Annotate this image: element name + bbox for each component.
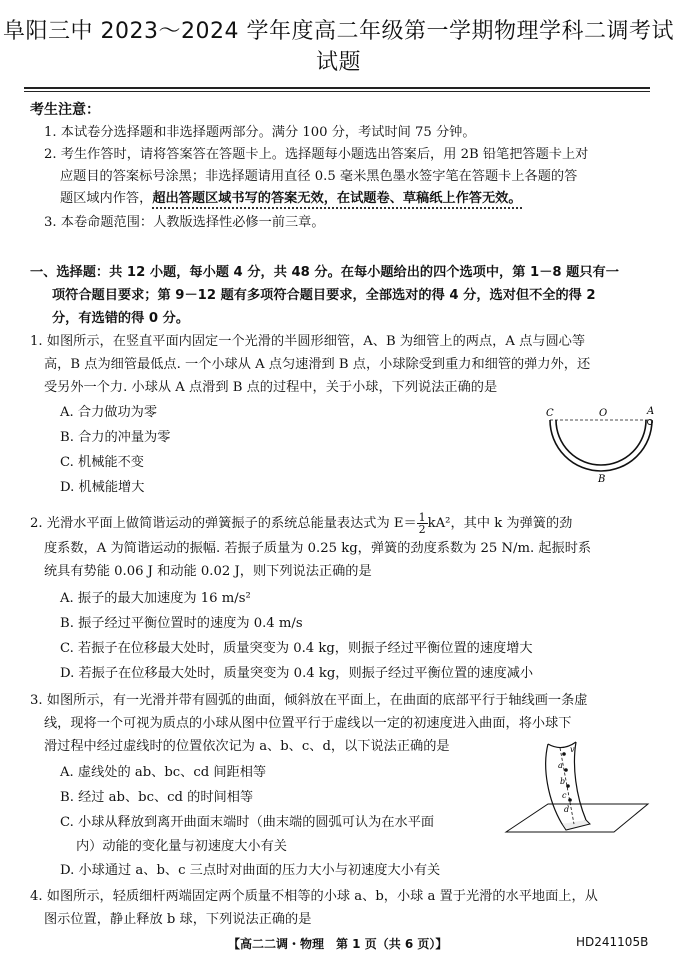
- q1-semicircle-figure: [540, 402, 662, 484]
- q1-stem-line-1: 1. 如图所示，在竖直平面内固定一个光滑的半圆形细管，A、B 为细管上的两点，A 点与圆心等: [30, 334, 586, 349]
- q3-label-v: v: [570, 745, 575, 754]
- notice-heading: 考生注意：: [30, 102, 100, 118]
- q2-stem-post: kA²，其中 k 为弹簧的劲: [427, 516, 573, 531]
- q2-fraction: [417, 512, 428, 535]
- q2-stem-pre: 2. 光滑水平面上做简谐运动的弹簧振子的系统总能量表达式为 E＝: [30, 516, 417, 531]
- q3-curved-surface-figure: [502, 738, 652, 842]
- q2-option-c: C. 若振子在位移最大处时，质量突变为 0.4 kg，则振子经过平衡位置的速度增大: [60, 641, 533, 656]
- q2-stem-line-2: 度系数，A 为简谐运动的振幅. 若振子质量为 0.25 kg，弹簧的劲度系数为 25 N/m. 起振时系: [44, 541, 592, 556]
- q3-stem-line-3: 滑过程中经过虚线时的位置依次记为 a、b、c、d，以下说法正确的是: [44, 739, 450, 754]
- q1-option-c: C. 机械能不变: [60, 455, 144, 470]
- q2-stem-line-1: [30, 512, 572, 535]
- q2-option-d: D. 若振子在位移最大处时，质量突变为 0.4 kg，则振子经过平衡位置的速度减小: [60, 666, 534, 681]
- q3-option-d: D. 小球通过 a、b、c 三点时对曲面的压力大小与初速度大小有关: [60, 863, 441, 878]
- q3-label-b: b: [560, 777, 566, 786]
- page-footer: 【高二二调・物理 第 1 页（共 6 页）】: [228, 937, 448, 951]
- q1-label-a: A: [647, 406, 655, 417]
- notice-item-2-end-text: 题区域内作答，: [60, 191, 153, 206]
- q1-option-b: B. 合力的冲量为零: [60, 430, 171, 445]
- title-rule-thin: [24, 91, 650, 92]
- section1-line-1: 一、选择题：共 12 小题，每小题 4 分，共 48 分。在每小题给出的四个选项中，第 1－8 题只有一: [30, 265, 619, 280]
- title-rule-thick: [24, 87, 650, 89]
- exam-title: 阜阳三中 2023～2024 学年度高二年级第一学期物理学科二调考试试题: [3, 19, 674, 75]
- q2-frac-den: 2: [418, 523, 426, 536]
- q3-option-c: C. 小球从释放到离开曲面末端时（曲末端的圆弧可认为在水平面: [60, 815, 435, 830]
- section1-line-3: 分，有选错的得 0 分。: [52, 311, 190, 326]
- q1-option-d: D. 机械能增大: [60, 480, 145, 495]
- q3-label-c: c: [562, 791, 567, 800]
- q1-stem-line-2: 高，B 点为细管最低点. 一个小球从 A 点匀速滑到 B 点，小球除受到重力和细管的弹力外，还: [44, 357, 591, 372]
- q1-label-c: C: [546, 408, 554, 419]
- notice-item-2: 2. 考生作答时，请将答案答在答题卡上。选择题每小题选出答案后，用 2B 铅笔把答题卡上对: [44, 147, 589, 162]
- paper-code: HD241105B: [576, 935, 649, 949]
- q3-label-d: d: [564, 805, 570, 814]
- q2-option-b: B. 振子经过平衡位置时的速度为 0.4 m/s: [60, 616, 303, 631]
- notice-item-2-end: [60, 190, 522, 208]
- notice-item-1: 1. 本试卷分选择题和非选择题两部分。满分 100 分，考试时间 75 分钟。: [44, 125, 476, 140]
- q1-label-b: B: [598, 474, 606, 484]
- q3-option-c-cont: 内）动能的变化量与初速度大小有关: [76, 839, 287, 854]
- q1-stem-line-3: 受另外一个力. 小球从 A 点滑到 B 点的过程中，关于小球，下列说法正确的是: [44, 380, 498, 395]
- q3-label-a: a: [558, 761, 563, 770]
- q4-stem-line-2: 图示位置，静止释放 b 球，下列说法正确的是: [44, 912, 312, 927]
- q4-stem-line-1: 4. 如图所示，轻质细杆两端固定两个质量不相等的小球 a、b，小球 a 置于光滑的水平地面上，从: [30, 889, 598, 904]
- q1-option-a: A. 合力做功为零: [60, 405, 158, 420]
- q3-stem-line-2: 线，现将一个可视为质点的小球从图中位置平行于虚线以一定的初速度进入曲面，将小球下: [44, 716, 572, 731]
- q1-label-o: O: [599, 408, 608, 419]
- notice-item-2-cont: 应题目的答案标号涂黑；非选择题请用直径 0.5 毫米黑色墨水签字笔在答题卡上各题的答: [60, 169, 578, 184]
- q2-option-a: A. 振子的最大加速度为 16 m/s²: [60, 591, 251, 606]
- q3-option-b: B. 经过 ab、bc、cd 的时间相等: [60, 790, 254, 805]
- notice-item-3: 3. 本卷命题范围：人教版选择性必修一前三章。: [44, 215, 325, 230]
- q3-option-a: A. 虚线处的 ab、bc、cd 间距相等: [60, 765, 267, 780]
- q2-frac-num: 1: [418, 511, 426, 524]
- notice-emphasis: 超出答题区域书写的答案无效，在试题卷、草稿纸上作答无效。: [152, 191, 521, 209]
- section1-line-2: 项符合题目要求；第 9－12 题有多项符合题目要求，全部选对的得 4 分，选对但不全的得 2: [52, 288, 596, 303]
- q3-stem-line-1: 3. 如图所示，有一光滑并带有圆弧的曲面，倾斜放在平面上，在曲面的底部平行于轴线画一条虚: [30, 693, 588, 708]
- q2-stem-line-3: 统具有势能 0.06 J 和动能 0.02 J，则下列说法正确的是: [44, 564, 372, 579]
